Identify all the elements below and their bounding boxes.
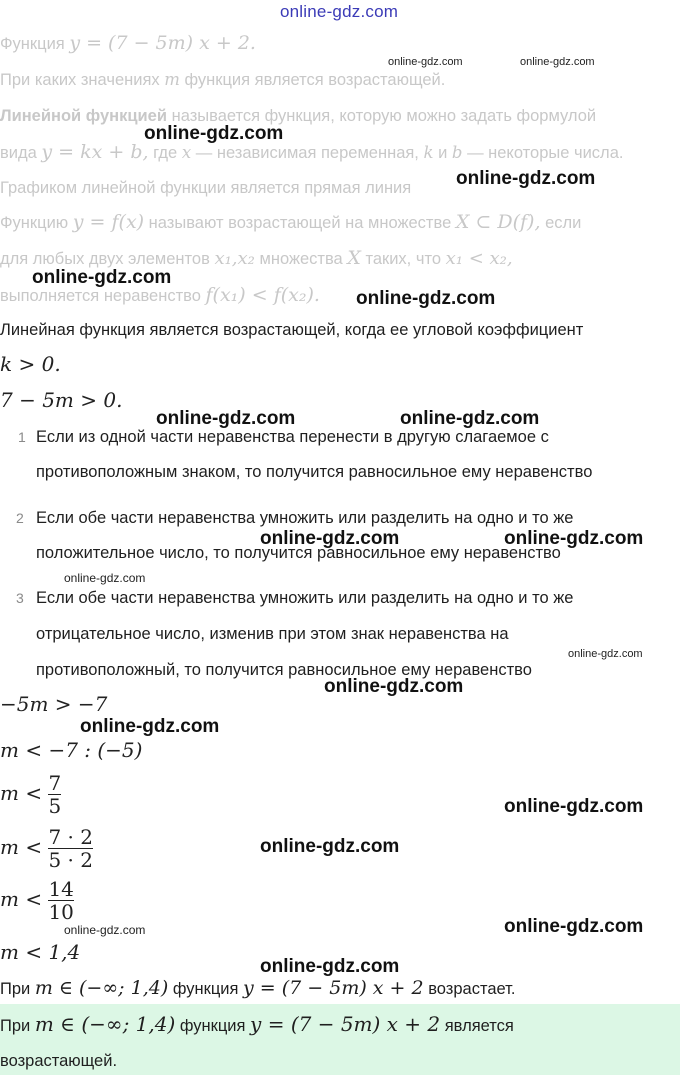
inc3-start: выполняется неравенство	[0, 287, 201, 305]
step-3-numerator: 7	[48, 771, 62, 795]
rule-3-line-1: Если обе части неравенства умножить или разделить на одно и то же	[36, 589, 574, 607]
step-3-denominator: 5	[48, 794, 62, 818]
watermark: online-gdz.com	[568, 648, 643, 660]
rule-3-line-2: отрицательное число, изменив при этом знак неравенства на	[36, 625, 509, 643]
step-5-fraction	[48, 878, 73, 923]
watermark: online-gdz.com	[64, 923, 146, 937]
inc3-ineq: f(x₁) < f(x₂).	[205, 284, 320, 306]
watermark: online-gdz.com	[64, 571, 146, 585]
conclusion-set: m ∈ (−∞; 1,4)	[34, 977, 169, 999]
step-5-denominator: 10	[48, 900, 74, 924]
definition-and: и	[438, 144, 448, 162]
inc2-elems: x₁,x₂	[214, 248, 255, 269]
step-1: −5m > −7	[0, 692, 108, 716]
definition-var-x: x	[181, 143, 192, 162]
watermark: online-gdz.com	[388, 56, 463, 68]
conclusion-pre: При	[0, 980, 31, 998]
increasing-def-line-2	[0, 248, 513, 269]
rule-3-number: 3	[16, 590, 24, 606]
increasing-def-line-1	[0, 212, 581, 233]
answer-formula: y = (7 − 5m) x + 2	[250, 1012, 441, 1036]
definition-indep: — независимая переменная,	[195, 144, 419, 162]
step-4-numerator: 7 · 2	[48, 825, 93, 849]
answer-fn: функция	[179, 1017, 246, 1035]
answer-pre: При	[0, 1017, 31, 1035]
answer-line-2: возрастающей.	[0, 1052, 118, 1070]
inc1-formula: y = f(x)	[72, 211, 145, 233]
conclusion-end: возрастает.	[428, 980, 516, 998]
inc1-mid: называют возрастающей на множестве	[148, 214, 452, 232]
intro-question-before: При каких значениях	[0, 71, 160, 89]
step-3-lhs: m <	[0, 781, 43, 805]
rule-3-line-3: противоположный, то получится равносильное ему неравенство	[36, 661, 532, 679]
step-5-numerator: 14	[48, 877, 74, 901]
inc2-start: для любых двух элементов	[0, 250, 210, 268]
watermark: online-gdz.com	[32, 267, 172, 288]
step-5-lhs: m <	[0, 887, 43, 911]
step-4	[0, 826, 93, 871]
inc2-X: X	[347, 247, 361, 269]
rule-2-line-2: положительное число, то получится равносильное ему неравенство	[36, 544, 561, 562]
watermark: online-gdz.com	[504, 916, 644, 937]
step-4-denominator: 5 · 2	[48, 848, 93, 872]
definition-var-b: b	[451, 143, 463, 162]
watermark: online-gdz.com	[456, 168, 596, 189]
inc1-end: если	[545, 214, 582, 232]
definition-var-k: k	[423, 143, 434, 162]
watermark: online-gdz.com	[400, 408, 540, 429]
conclusion-formula: y = (7 − 5m) x + 2	[243, 977, 424, 999]
conclusion-fn: функция	[172, 980, 239, 998]
intro-question-after: функция является возрастающей.	[184, 71, 446, 89]
step-2: m < −7 : (−5)	[0, 738, 143, 762]
k-inequality: k > 0.	[0, 352, 61, 376]
intro-fn-label: Функция	[0, 35, 65, 53]
watermark: online-gdz.com	[80, 716, 220, 737]
intro-question	[0, 70, 445, 90]
answer-set: m ∈ (−∞; 1,4)	[34, 1012, 176, 1036]
inc1-start: Функцию	[0, 214, 69, 232]
definition-prefix: вида	[0, 144, 37, 162]
step-3	[0, 772, 61, 817]
rule-1-line-2: противоположным знаком, то получится равносильное ему неравенство	[36, 463, 593, 481]
step-6: m < 1,4	[0, 940, 81, 964]
watermark: online-gdz.com	[504, 528, 644, 549]
watermark: online-gdz.com	[260, 836, 400, 857]
step-3-fraction	[48, 772, 61, 817]
inc2-mid: множества	[259, 250, 343, 268]
definition-rest1: называется функция, которую можно задать формулой	[171, 107, 597, 125]
watermark: online-gdz.com	[260, 528, 400, 549]
definition-bold-term: Линейной функцией	[0, 107, 168, 125]
watermark: online-gdz.com	[520, 56, 595, 68]
definition-end: — некоторые числа.	[467, 144, 624, 162]
rule-2-line-1: Если обе части неравенства умножить или разделить на одно и то же	[36, 509, 574, 527]
intro-task	[0, 33, 256, 54]
watermark: online-gdz.com	[504, 796, 644, 817]
watermark: online-gdz.com	[260, 956, 400, 977]
inc1-set: X ⊂ D(f),	[455, 211, 541, 233]
inc2-such: таких, что	[365, 250, 442, 268]
step-4-lhs: m <	[0, 835, 43, 859]
step-4-fraction	[48, 826, 93, 871]
intro-fn-formula: y = (7 − 5m) x + 2.	[69, 32, 256, 54]
rule-1-number: 1	[18, 429, 26, 445]
intro-question-var: m	[164, 70, 180, 89]
solution-statement: Линейная функция является возрастающей, когда ее угловой коэффициент	[0, 321, 584, 339]
watermark: online-gdz.com	[156, 408, 296, 429]
inc2-ineq: x₁ < x₂,	[445, 248, 513, 269]
watermark: online-gdz.com	[324, 676, 464, 697]
definition-mid: где	[153, 144, 178, 162]
rule-2-number: 2	[16, 510, 24, 526]
watermark-top: online-gdz.com	[280, 2, 399, 21]
watermark: online-gdz.com	[356, 288, 496, 309]
definition-line-1	[0, 106, 596, 126]
watermark: online-gdz.com	[144, 123, 284, 144]
definition-graph: Графиком линейной функции является прямая линия	[0, 179, 412, 197]
step-5	[0, 878, 74, 923]
rule-1-line-1: Если из одной части неравенства перенести в другую слагаемое с	[36, 428, 549, 446]
definition-formula: y = kx + b,	[41, 141, 149, 163]
definition-line-2	[0, 142, 623, 163]
answer-line-1	[0, 1014, 514, 1036]
conclusion	[0, 978, 515, 999]
inequality-1: 7 − 5m > 0.	[0, 388, 123, 412]
answer-end: является	[444, 1017, 514, 1035]
